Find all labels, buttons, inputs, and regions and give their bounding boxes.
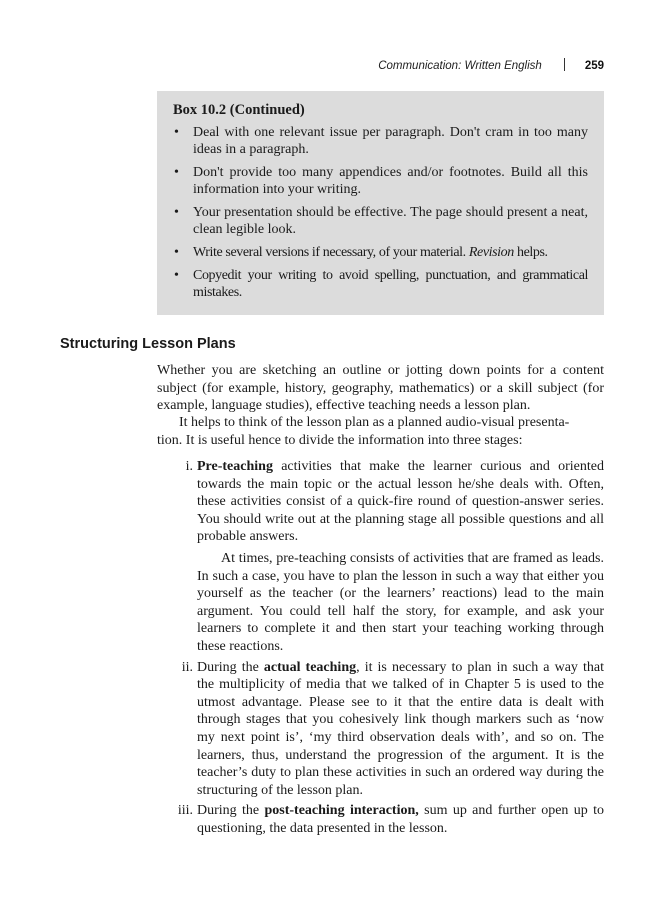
- list-item: [157, 802, 604, 837]
- bullet-icon: •: [174, 165, 179, 180]
- term: actual teaching: [263, 659, 357, 675]
- item-text: Pre-teaching activities that make the learner curious and oriented towards the main topic or the actual lesson he/she deals with. Often, these activities consist of a quick-fire round of question-answer series. You should write out at the planning stage all possible questions and all probable answers.: [197, 459, 604, 545]
- paragraph-continuation: tion. It is useful hence to divide the information into three stages:: [157, 432, 523, 448]
- paragraph-first-line: It helps to think of the lesson plan as a planned audio-visual presenta-: [179, 415, 570, 430]
- section-heading: Structuring Lesson Plans: [60, 336, 236, 352]
- running-header: [0, 58, 604, 74]
- box-title: Box 10.2 (Continued): [173, 102, 305, 118]
- list-item: • Your presentation should be effective. The page should present a neat, clean legible look.: [174, 205, 588, 237]
- bullet-icon: •: [174, 268, 179, 283]
- box-bullet-list: [173, 124, 588, 301]
- list-item: • Write several versions if necessary, of your material. Revision helps.: [174, 245, 548, 260]
- item-subparagraph: At times, pre-teaching consists of activities that are framed as leads. In such a case, you have to plan the lesson in such a way that either you yourself as the teacher (or the learners’ reactions) lead to the main argument. You could tell half the story, for example, and ask your learners to complete it and then start your teaching working through these reactions.: [197, 550, 604, 654]
- item-number: ii.: [181, 659, 193, 675]
- list-item: [157, 458, 604, 656]
- bullet-icon: •: [174, 125, 179, 140]
- list-item: [157, 659, 604, 800]
- header-separator: [564, 58, 565, 71]
- item-number: iii.: [177, 803, 193, 819]
- item-text: During the post-teaching interaction, sum up and further open up to questioning, the data presented in the lesson.: [197, 803, 605, 836]
- paragraph: [157, 414, 604, 449]
- stages-list: [157, 458, 604, 840]
- running-title: Communication: Written English: [378, 60, 542, 72]
- term: post-teaching interaction,: [264, 803, 419, 819]
- list-item: • Copyedit your writing to avoid spelling, punctuation, and grammatical mistakes.: [174, 268, 588, 300]
- item-text: During the actual teaching, it is necessary to plan in such a way that the multiplicity of media that we talked of in Chapter 5 is used to the utmost advantage. Please see to it that the entire data is dealt with through stages that you cohesively link though markers such as ‘now my next point is’, ‘my third observation deals with’, and so on. The learners, thus, understand the progression of the argument. It is the teacher’s duty to plan these activities in such an ordered way during the structuring of the lesson plan.: [197, 659, 604, 798]
- emphasis: Revision: [468, 245, 514, 260]
- list-item: • Don't provide too many appendices and/or footnotes. Build all this information into your writing.: [174, 165, 588, 197]
- list-item: • Deal with one relevant issue per paragraph. Don't cram in too many ideas in a paragraph.: [174, 125, 588, 157]
- page-number: 259: [584, 60, 604, 72]
- box-10-2: [157, 91, 604, 315]
- term: Pre-teaching: [197, 459, 273, 474]
- bullet-icon: •: [174, 205, 179, 220]
- item-number: i.: [185, 459, 193, 474]
- paragraph: Whether you are sketching an outline or jotting down points for a content subject (for example, history, geography, mathematics) or a skill subject (for example, language studies), effective teaching needs a lesson plan.: [157, 363, 604, 414]
- bullet-icon: •: [174, 245, 179, 260]
